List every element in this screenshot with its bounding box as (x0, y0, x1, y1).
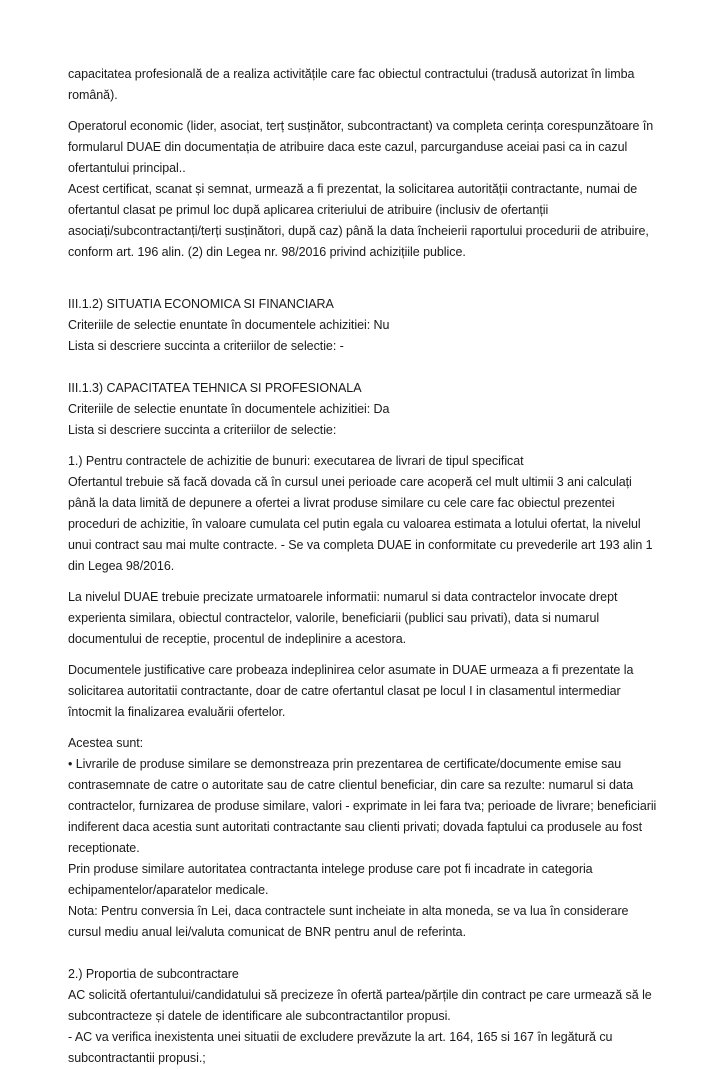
criterion-1-title: 1.) Pentru contractele de achizitie de bunuri: executarea de livrari de tipul specificat (68, 454, 524, 468)
spacer (68, 441, 660, 451)
paragraph-professional-capacity: capacitatea profesională de a realiza activitățile care fac obiectul contractului (tradusă autorizat în limba română). (68, 67, 635, 102)
economic-criteria: Criteriile de selectie enuntate în documentele achizitiei: Nu (68, 318, 390, 332)
technical-criteria: Criteriile de selectie enuntate în documentele achizitiei: Da (68, 402, 390, 416)
economic-criteria-list: Lista si descriere succinta a criteriilor de selectie: - (68, 339, 344, 353)
section-title-technical: III.1.3) CAPACITATEA TEHNICA SI PROFESIONALA (68, 381, 362, 395)
list-intro: Acestea sunt: (68, 736, 144, 750)
spacer (68, 943, 660, 964)
criterion-2-body: AC solicită ofertantului/candidatului să precizeze în ofertă partea/părțile din contract pe care urmează să le subcontracteze și datele de identificare ale subcontractantilor propusi. (68, 988, 652, 1023)
paragraph-currency-note: Nota: Pentru conversia în Lei, daca contractele sunt incheiate in alta moneda, se va lua în considerare cursul mediu anual lei/valuta comunicat de BNR pentru anul de referinta. (68, 904, 629, 939)
document-page (68, 64, 660, 1069)
paragraph-duae-requirement: Operatorul economic (lider, asociat, terț susținător, subcontractant) va completa cerința corespunzătoare în formularul DUAE din documentația de atribuire daca este cazul, parcurganduse aceiai pasi ca in cazul ofertantului principal.. (68, 119, 654, 175)
criterion-2-title: 2.) Proportia de subcontractare (68, 967, 239, 981)
paragraph-certificate: Acest certificat, scanat și semnat, urmează a fi prezentat, la solicitarea autorității contractante, numai de ofertantul clasat pe primul loc după aplicarea criteriului de atribuire (inclusiv de ofertanții asociați/subcontractanți/terți susținători, după caz) până la data încheierii raportului procedurii de atribuire, conform art. 196 alin. (2) din Legea nr. 98/2016 privind achizițiile publice. (68, 182, 649, 259)
criterion-1-documents: Documentele justificative care probeaza indeplinirea celor asumate in DUAE urmeaza a fi prezentate la solicitarea autoritatii contractante, doar de catre ofertantul clasat pe locul I in clasamentul intermediar întocmit la finalizarea evaluării ofertelor. (68, 663, 634, 719)
criterion-2-check: - AC va verifica inexistenta unei situatii de excludere prevăzute la art. 164, 165 si 167 în legătură cu subcontractantii propusi.; (68, 1030, 613, 1065)
paragraph-similar-products: Prin produse similare autoritatea contractanta intelege produse care pot fi incadrate in categoria echipamentelor/aparatelor medicale. (68, 862, 593, 897)
spacer (68, 357, 660, 378)
section-title-economic: III.1.2) SITUATIA ECONOMICA SI FINANCIARA (68, 297, 334, 311)
spacer (68, 273, 660, 294)
bullet-deliveries: • Livrarile de produse similare se demonstreaza prin prezentarea de certificate/documente emise sau contrasemnate de catre o autoritate sau de catre clientul beneficiar, din care sa rezulte: numarul si data contractelor, furnizarea de produse similare, valori - exprimate in lei fara tva; perioade de livrare; beneficiarii indiferent daca acestia sunt autoritati contractante sau clienti privati; dovada faptului ca produsele au fost receptionate. (68, 757, 657, 855)
criterion-1-duae: La nivelul DUAE trebuie precizate urmatoarele informatii: numarul si data contractelor invocate drept experienta similara, obiectul contractelor, valorile, beneficiarii (publici sau privati), data si numarul documentului de receptie, procentul de indeplinire a acestora. (68, 590, 618, 646)
criterion-1-body: Ofertantul trebuie să facă dovada că în cursul unei perioade care acoperă cel mult ultimii 3 ani calculați până la data limită de depunere a ofertei a livrat produse similare cu cele care fac obiectul prezentei proceduri de achizitie, în valoare cumulata cel putin egala cu valoarea estimata a lotului ofertat, la nivelul unui contract sau mai multe contracte. - Se va completa DUAE in conformitate cu prevederile art 193 alin 1 din Legea 98/2016. (68, 475, 653, 573)
technical-criteria-list: Lista si descriere succinta a criteriilor de selectie: (68, 423, 337, 437)
